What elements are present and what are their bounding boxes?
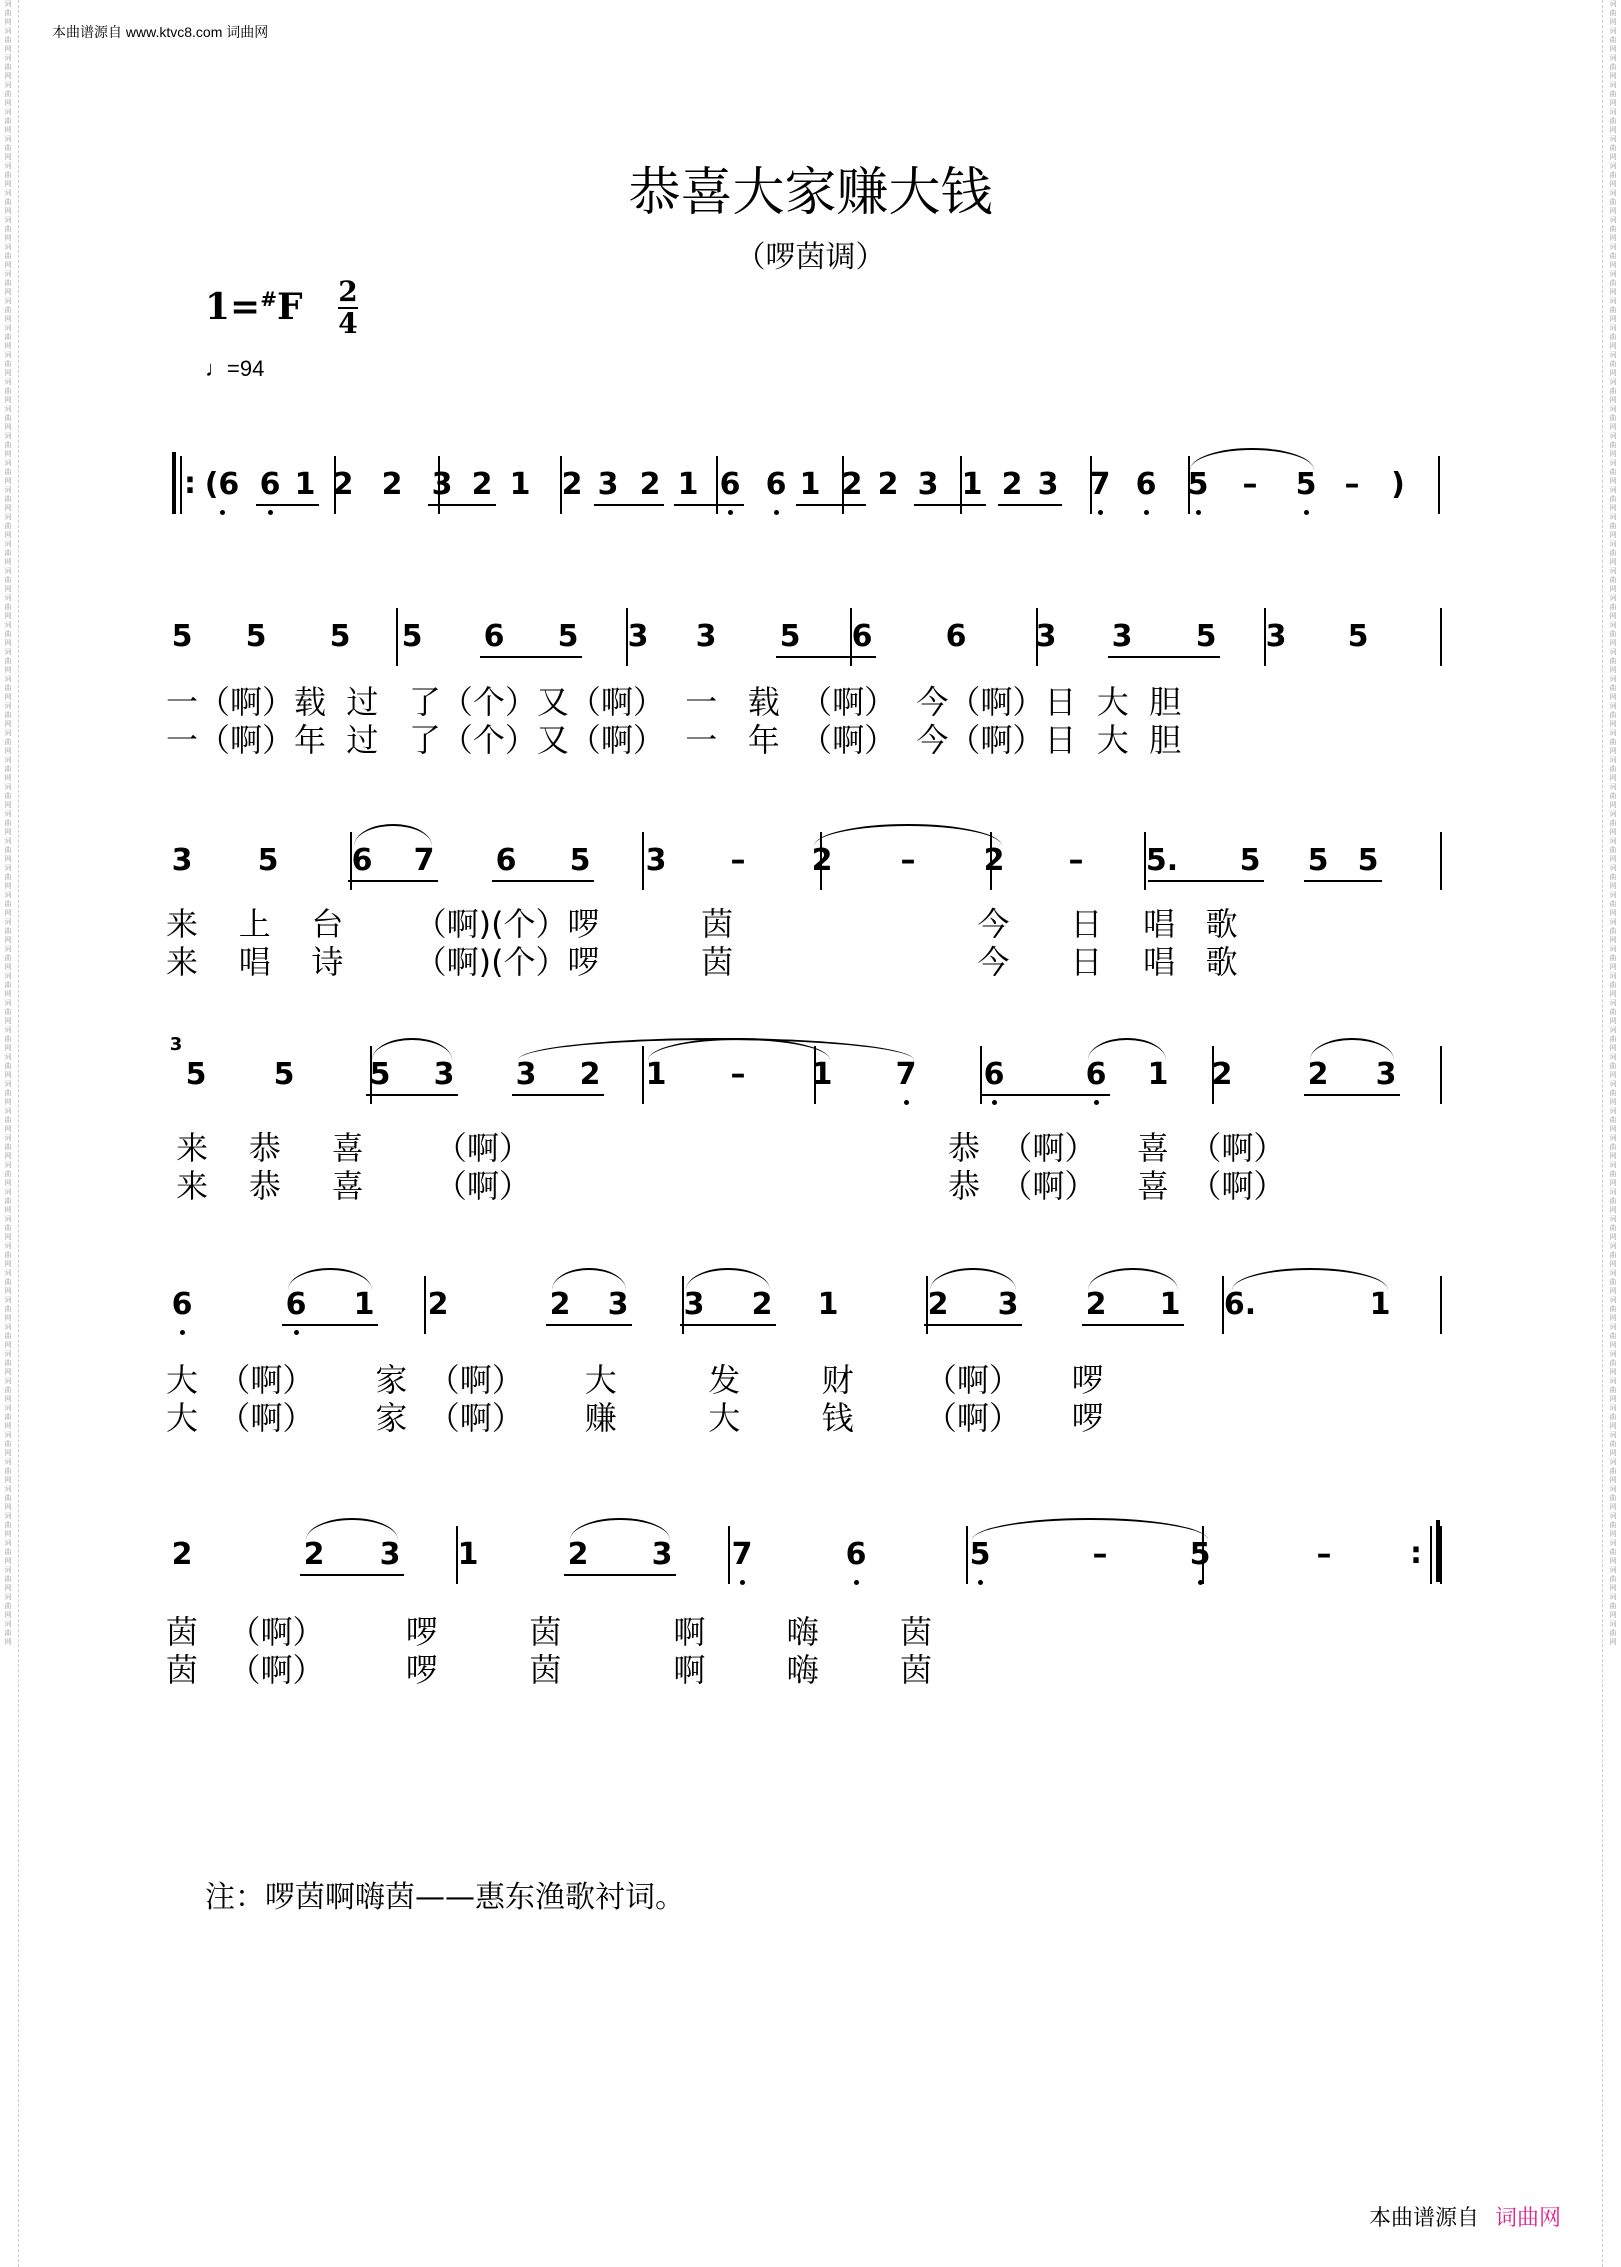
slur — [288, 1268, 372, 1290]
beam — [256, 504, 319, 506]
note-2-2: 5 — [245, 619, 267, 654]
note-2-15: 3 — [1265, 619, 1287, 654]
note-1-4: 2 — [332, 467, 354, 502]
lyric-verse-1: 茵 （啊） 啰 茵 啊 嗨 茵 — [166, 1613, 933, 1651]
slur — [570, 1518, 670, 1540]
key-signature: 1=#F — [205, 286, 303, 328]
barline — [728, 1526, 730, 1584]
barline — [1438, 456, 1440, 514]
note-3-6: 5 — [569, 843, 591, 878]
note-5-13: 1 — [1159, 1287, 1181, 1322]
repeat-start-bar — [172, 452, 176, 514]
barline — [1440, 608, 1442, 666]
note-5-6: 3 — [607, 1287, 629, 1322]
beam — [512, 1094, 604, 1096]
right-watermark: 词曲网词曲网词曲网词曲网词曲网词曲网词曲网词曲网词曲网词曲网词曲网词曲网词曲网词曲网词曲网词曲网词曲网词曲网词曲网词曲网词曲网词曲网词曲网词曲网词曲网词曲网词曲网词曲网词曲网词曲网词曲网词曲网词曲网词曲网词曲网词曲网词曲网词曲网词曲网词曲网词曲网词曲网词曲网词曲网词曲网词曲网词曲网词曲网词曲网词曲网词曲网词曲网词曲网词曲网词曲网词曲网词曲网词曲网词曲网词曲网词曲网 — [1609, 0, 1617, 1646]
time-signature: 2 4 — [338, 275, 358, 340]
note-6-9: 5 — [969, 1537, 991, 1572]
octave-dot — [1198, 1580, 1203, 1585]
grace-note: 3 — [169, 1034, 183, 1055]
note-4-2: 5 — [273, 1057, 295, 1092]
slur — [372, 1038, 452, 1060]
note-4-15: 2 — [1307, 1057, 1329, 1092]
octave-dot — [294, 1330, 299, 1335]
note-3-2: 5 — [257, 843, 279, 878]
slur — [972, 1518, 1208, 1540]
note-1-1: (6 — [204, 467, 240, 502]
beam — [1304, 880, 1382, 882]
slur — [1310, 1038, 1394, 1060]
note-1-8: 1 — [509, 467, 531, 502]
note-5-1: 6 — [171, 1287, 193, 1322]
octave-dot — [728, 510, 733, 515]
slur — [1088, 1268, 1178, 1290]
beam — [282, 1324, 378, 1326]
octave-dot — [1144, 510, 1149, 515]
note-6-10: – — [1092, 1537, 1108, 1572]
barline — [1430, 1526, 1432, 1584]
beam — [1082, 1324, 1184, 1326]
beam — [1108, 656, 1220, 658]
song-subtitle: （啰茵调） — [735, 240, 886, 275]
note-3-10: – — [900, 843, 916, 878]
note-5-4: 2 — [427, 1287, 449, 1322]
note-6-2: 2 — [303, 1537, 325, 1572]
note-6-4: 1 — [457, 1537, 479, 1572]
note-4-5: 3 — [515, 1057, 537, 1092]
lyric-verse-1: 来 上 台 （啊)(个）啰 茵 今 日 唱 歌 — [166, 905, 1238, 943]
octave-dot — [854, 1580, 859, 1585]
beam — [348, 880, 438, 882]
beam — [980, 1094, 1110, 1096]
note-1-27: – — [1344, 467, 1360, 502]
note-2-10: 6 — [851, 619, 873, 654]
note-5-9: 1 — [817, 1287, 839, 1322]
beam — [914, 504, 986, 506]
note-3-9: 2 — [811, 843, 833, 878]
note-5-10: 2 — [927, 1287, 949, 1322]
octave-dot — [1196, 510, 1201, 515]
octave-dot — [268, 510, 273, 515]
note-1-7: 2 — [471, 467, 493, 502]
note-3-4: 7 — [413, 843, 435, 878]
note-1-21: 3 — [1037, 467, 1059, 502]
beam — [674, 504, 744, 506]
beam — [1148, 880, 1264, 882]
source-footer: 本曲谱源自 词曲网 — [1368, 2205, 1561, 2230]
note-3-8: – — [730, 843, 746, 878]
barline — [396, 608, 398, 666]
slur — [930, 1268, 1016, 1290]
barline — [180, 456, 182, 514]
note-4-10: 7 — [895, 1057, 917, 1092]
beam — [546, 1324, 632, 1326]
note-4-6: 2 — [579, 1057, 601, 1092]
lyric-verse-2: 来 唱 诗 （啊)(个）啰 茵 今 日 唱 歌 — [166, 943, 1238, 981]
slur — [1232, 1268, 1388, 1290]
barline — [1036, 608, 1038, 666]
beam — [776, 656, 876, 658]
note-1-9: 2 — [561, 467, 583, 502]
note-2-3: 5 — [329, 619, 351, 654]
note-3-7: 3 — [645, 843, 667, 878]
note-6-8: 6 — [845, 1537, 867, 1572]
note-4-12: 6 — [1085, 1057, 1107, 1092]
octave-dot — [1304, 510, 1309, 515]
lyric-verse-1: 一（啊）载 过 了（个）又（啊） 一 载 （啊） 今（啊）日 大 胆 — [166, 683, 1182, 721]
lyric-verse-1: 来 恭 喜 （啊） 恭 （啊） 喜 （啊） — [166, 1129, 1286, 1167]
left-watermark: 词曲网词曲网词曲网词曲网词曲网词曲网词曲网词曲网词曲网词曲网词曲网词曲网词曲网词曲网词曲网词曲网词曲网词曲网词曲网词曲网词曲网词曲网词曲网词曲网词曲网词曲网词曲网词曲网词曲网词曲网词曲网词曲网词曲网词曲网词曲网词曲网词曲网词曲网词曲网词曲网词曲网词曲网词曲网词曲网词曲网词曲网词曲网词曲网词曲网词曲网词曲网词曲网词曲网词曲网词曲网词曲网词曲网词曲网词曲网词曲网词曲网 — [4, 0, 12, 1646]
beam — [428, 504, 496, 506]
note-3-14: 5 — [1239, 843, 1261, 878]
beam — [1304, 1094, 1400, 1096]
note-1-5: 2 — [381, 467, 403, 502]
note-2-7: 3 — [627, 619, 649, 654]
tempo-marking: ♩=94 — [205, 356, 265, 381]
note-3-1: 3 — [171, 843, 193, 878]
note-1-25: – — [1242, 467, 1258, 502]
note-2-16: 5 — [1347, 619, 1369, 654]
note-1-10: 3 — [597, 467, 619, 502]
octave-dot — [220, 510, 225, 515]
note-6-5: 2 — [567, 1537, 589, 1572]
note-1-18: 3 — [917, 467, 939, 502]
note-2-9: 5 — [779, 619, 801, 654]
barline — [1212, 1046, 1214, 1104]
barline — [966, 1526, 968, 1584]
octave-dot — [992, 1100, 997, 1105]
note-1-15: 1 — [799, 467, 821, 502]
note-4-16: 3 — [1375, 1057, 1397, 1092]
barline — [1222, 1276, 1224, 1334]
note-1-20: 2 — [1001, 467, 1023, 502]
note-2-8: 3 — [695, 619, 717, 654]
note-1-12: 1 — [677, 467, 699, 502]
repeat-end-bar — [1436, 1520, 1440, 1582]
note-2-11: 6 — [945, 619, 967, 654]
slur — [306, 1518, 398, 1540]
beam — [796, 504, 866, 506]
note-4-11: 6 — [983, 1057, 1005, 1092]
note-5-14: 6. — [1223, 1287, 1257, 1322]
note-1-23: 6 — [1135, 467, 1157, 502]
note-4-14: 2 — [1211, 1057, 1233, 1092]
barline — [626, 608, 628, 666]
slur — [814, 824, 1002, 846]
octave-dot — [180, 1330, 185, 1335]
octave-dot — [1098, 510, 1103, 515]
note-2-12: 3 — [1035, 619, 1057, 654]
beam — [492, 880, 594, 882]
note-2-4: 5 — [401, 619, 423, 654]
beam — [300, 1574, 404, 1576]
octave-dot — [774, 510, 779, 515]
octave-dot — [904, 1100, 909, 1105]
note-2-14: 5 — [1195, 619, 1217, 654]
lyric-verse-2: 一（啊）年 过 了（个）又（啊） 一 年 （啊） 今（啊）日 大 胆 — [166, 721, 1182, 759]
slur — [354, 824, 432, 846]
lyric-verse-2: 大 （啊） 家 （啊） 赚 大 钱 （啊） 啰 — [166, 1399, 1104, 1437]
beam — [366, 1094, 458, 1096]
note-3-12: – — [1068, 843, 1084, 878]
note-4-7: 1 — [645, 1057, 667, 1092]
note-1-24: 5 — [1187, 467, 1209, 502]
note-5-11: 3 — [997, 1287, 1019, 1322]
note-5-7: 3 — [683, 1287, 705, 1322]
note-1-13: 6 — [719, 467, 741, 502]
note-1-16: 2 — [841, 467, 863, 502]
note-3-15: 5 — [1307, 843, 1329, 878]
barline — [334, 456, 336, 514]
note-6-11: 5 — [1189, 1537, 1211, 1572]
note-3-3: 6 — [351, 843, 373, 878]
slur — [552, 1268, 626, 1290]
barline — [1440, 832, 1442, 890]
slur — [1190, 448, 1314, 470]
note-1-26: 5 — [1295, 467, 1317, 502]
barline — [1090, 456, 1092, 514]
note-4-4: 3 — [433, 1057, 455, 1092]
note-1-6: 3 — [431, 467, 453, 502]
note-1-28: ) — [1391, 467, 1405, 502]
barline — [1440, 1276, 1442, 1334]
note-4-3: 5 — [369, 1057, 391, 1092]
barline — [1440, 1526, 1442, 1584]
note-2-1: 5 — [171, 619, 193, 654]
note-2-13: 3 — [1111, 619, 1133, 654]
beam — [594, 504, 664, 506]
note-5-15: 1 — [1369, 1287, 1391, 1322]
note-5-12: 2 — [1085, 1287, 1107, 1322]
note-3-16: 5 — [1357, 843, 1379, 878]
note-3-11: 2 — [983, 843, 1005, 878]
note-1-19: 1 — [961, 467, 983, 502]
beam — [998, 504, 1062, 506]
note-6-7: 7 — [731, 1537, 753, 1572]
slur — [1088, 1038, 1166, 1060]
beam — [680, 1324, 776, 1326]
note-1-14: 6 — [765, 467, 787, 502]
note-6-1: 2 — [171, 1537, 193, 1572]
brand-link[interactable]: 词曲网 — [1494, 2205, 1561, 2230]
repeat-end-dots: : — [1410, 1536, 1422, 1571]
octave-dot — [740, 1580, 745, 1585]
note-4-9: 1 — [811, 1057, 833, 1092]
slur — [686, 1268, 770, 1290]
octave-dot — [1094, 1100, 1099, 1105]
note-2-5: 6 — [483, 619, 505, 654]
note-6-3: 3 — [379, 1537, 401, 1572]
octave-dot — [978, 1580, 983, 1585]
song-title: 恭喜大家赚大钱 — [628, 163, 993, 223]
note-1-2: 6 — [259, 467, 281, 502]
barline — [1144, 832, 1146, 890]
note-1-22: 7 — [1089, 467, 1111, 502]
beam — [924, 1324, 1022, 1326]
note-1-11: 2 — [639, 467, 661, 502]
lyric-verse-2: 来 恭 喜 （啊） 恭 （啊） 喜 （啊） — [166, 1167, 1286, 1205]
note-4-13: 1 — [1147, 1057, 1169, 1092]
note-3-13: 5. — [1145, 843, 1179, 878]
barline — [424, 1276, 426, 1334]
repeat-start-dots: : — [184, 466, 196, 501]
note-4-1: 5 — [185, 1057, 207, 1092]
barline — [560, 456, 562, 514]
note-1-3: 1 — [294, 467, 316, 502]
note-6-12: – — [1316, 1537, 1332, 1572]
barline — [1188, 456, 1190, 514]
note-2-6: 5 — [557, 619, 579, 654]
barline — [1264, 608, 1266, 666]
barline — [1440, 1046, 1442, 1104]
lyric-verse-2: 茵 （啊） 啰 茵 啊 嗨 茵 — [166, 1651, 933, 1689]
beam — [480, 656, 582, 658]
note-6-6: 3 — [651, 1537, 673, 1572]
lyric-verse-1: 大 （啊） 家 （啊） 大 发 财 （啊） 啰 — [166, 1361, 1104, 1399]
note-4-8: – — [730, 1057, 746, 1092]
footnote: 注：啰茵啊嗨茵——惠东渔歌衬词。 — [205, 1880, 685, 1915]
note-5-2: 6 — [285, 1287, 307, 1322]
barline — [456, 1526, 458, 1584]
note-5-5: 2 — [549, 1287, 571, 1322]
note-5-3: 1 — [353, 1287, 375, 1322]
note-3-5: 6 — [495, 843, 517, 878]
beam — [564, 1574, 676, 1576]
barline — [642, 832, 644, 890]
note-1-17: 2 — [877, 467, 899, 502]
note-5-8: 2 — [751, 1287, 773, 1322]
source-header: 本曲谱源自 www.ktvc8.com 词曲网 — [52, 24, 269, 40]
